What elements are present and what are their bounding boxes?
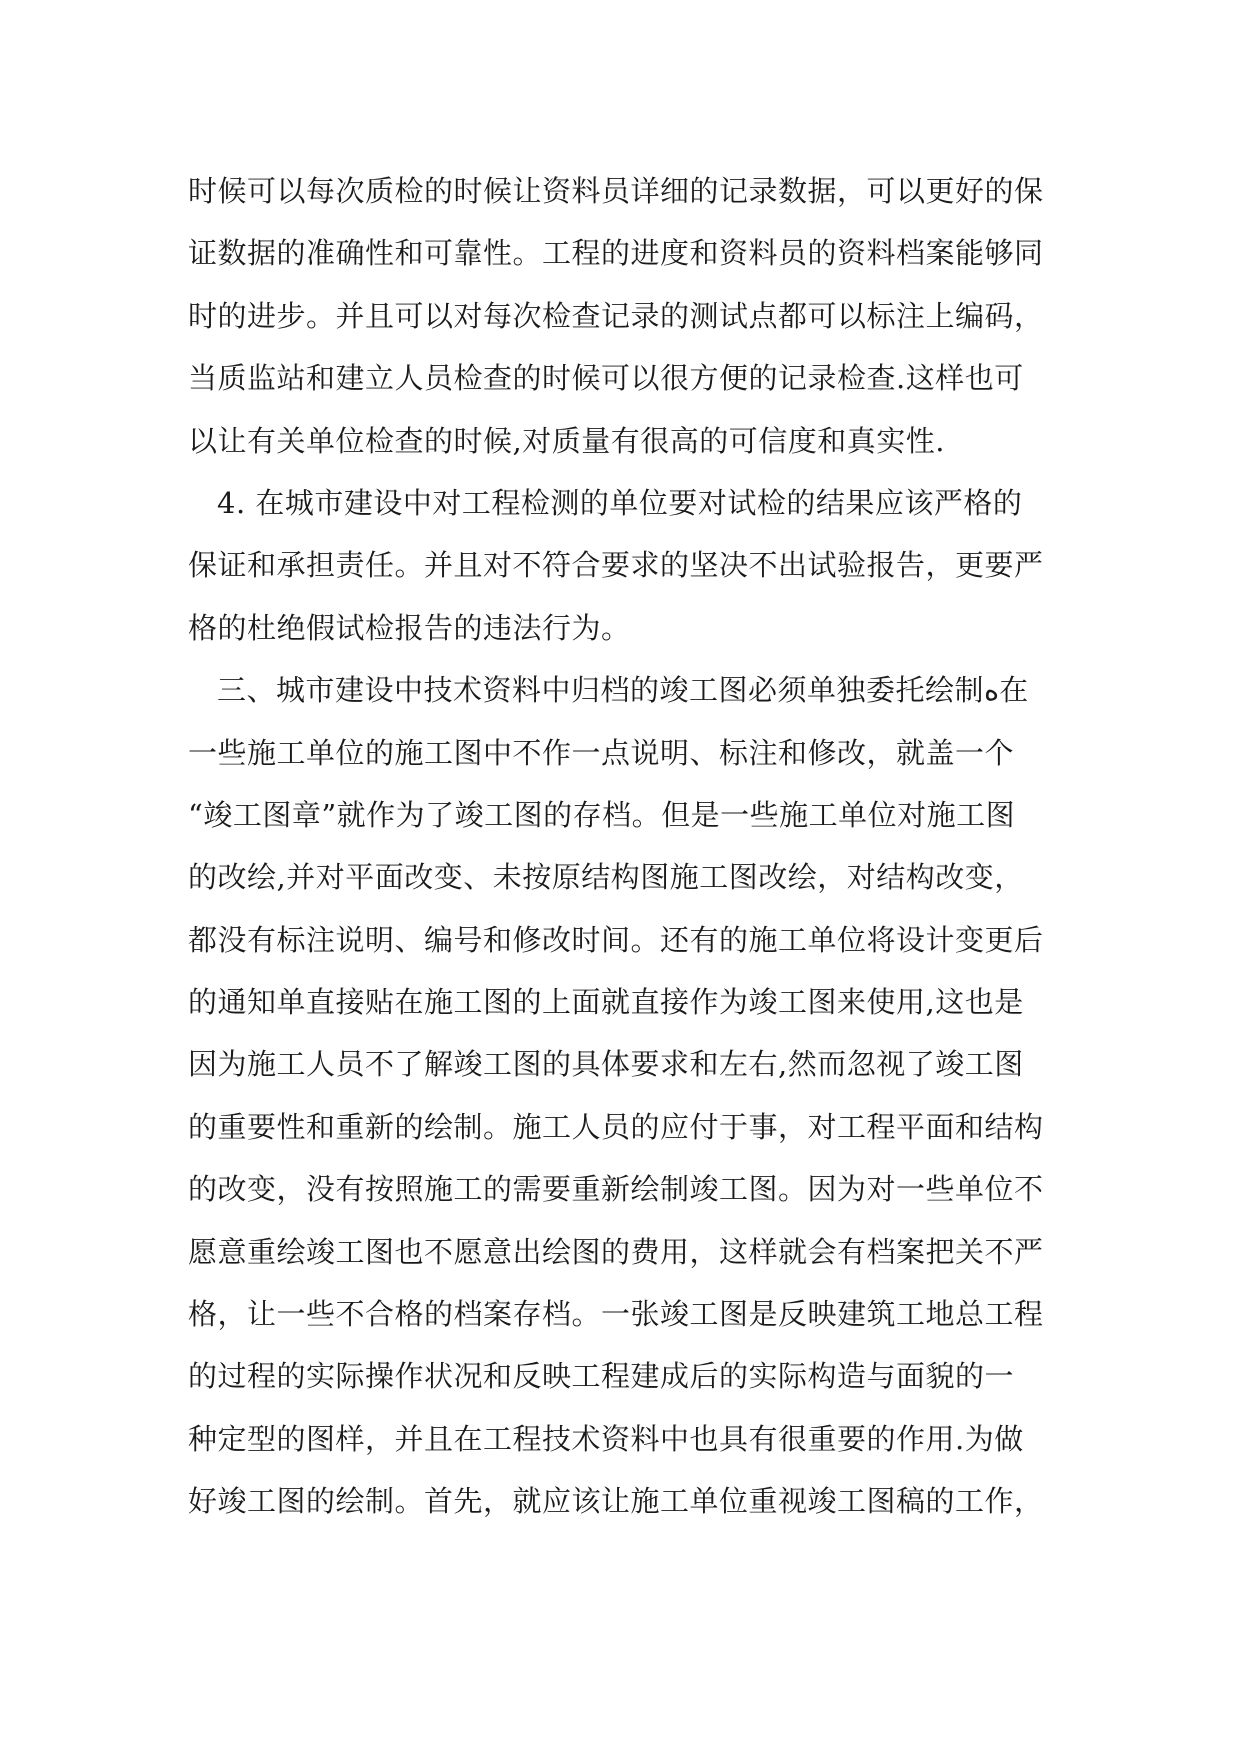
text-line: 的改绘,并对平面改变、未按原结构图施工图改绘，对结构改变， [188,860,1024,895]
text-line: 因为施工人员不了解竣工图的具体要求和左右,然而忽视了竣工图 [188,1047,1024,1082]
text-line: 格，让一些不合格的档案存档。一张竣工图是反映建筑工地总工程 [188,1297,1044,1332]
text-line: 以让有关单位检查的时候,对质量有很高的可信度和真实性. [188,423,945,458]
text-line: 保证和承担责任。并且对不符合要求的坚决不出试验报告，更要严 [188,548,1044,583]
text-line: 好竣工图的绘制。首先，就应该让施工单位重视竣工图稿的工作， [188,1484,1044,1519]
text-line: 的过程的实际操作状况和反映工程建成后的实际构造与面貌的一 [188,1359,1015,1394]
text-line: 三、城市建设中技术资料中归档的竣工图必须单独委托绘制ﻩ在 [217,673,1029,708]
text-line: 格的杜绝假试检报告的违法行为。 [188,610,631,645]
text-line: 的改变，没有按照施工的需要重新绘制竣工图。因为对一些单位不 [188,1172,1044,1207]
text-line: 的通知单直接贴在施工图的上面就直接作为竣工图来使用,这也是 [188,985,1024,1020]
body-text [188,160,1068,1533]
text-line: 时的进步。并且可以对每次检查记录的测试点都可以标注上编码， [188,298,1044,333]
text-line: 种定型的图样，并且在工程技术资料中也具有很重要的作用.为做 [188,1421,1024,1456]
text-line: 都没有标注说明、编号和修改时间。还有的施工单位将设计变更后 [188,922,1044,957]
text-line: 一些施工单位的施工图中不作一点说明、标注和修改，就盖一个 [188,735,1015,770]
text-line: 证数据的准确性和可靠性。工程的进度和资料员的资料档案能够同 [188,236,1044,271]
text-line: “竣工图章”就作为了竣工图的存档。但是一些施工单位对施工图 [188,797,1016,832]
text-line: 当质监站和建立人员检查的时候可以很方便的记录检查.这样也可 [188,361,1024,396]
text-line: 时候可以每次质检的时候让资料员详细的记录数据，可以更好的保 [188,174,1044,208]
text-line: 愿意重绘竣工图也不愿意出绘图的费用，这样就会有档案把关不严 [188,1234,1044,1269]
text-line: 的重要性和重新的绘制。施工人员的应付于事，对工程平面和结构 [188,1109,1044,1144]
text-line: 4. 在城市建设中对工程检测的单位要对试检的结果应该严格的 [217,485,1023,520]
